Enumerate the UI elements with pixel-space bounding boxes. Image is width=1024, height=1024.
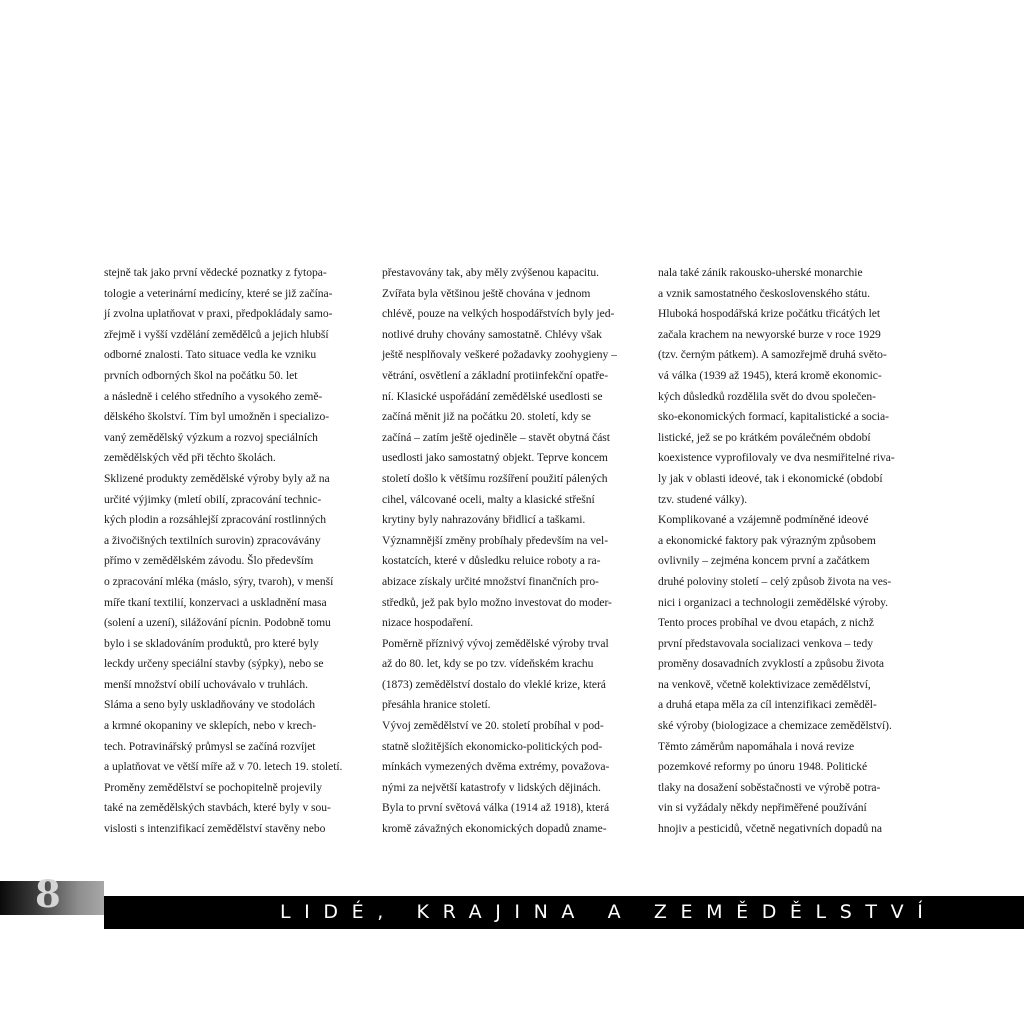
text-line: Byla to první světová válka (1914 až 1918), která	[382, 801, 610, 815]
text-line: a krmné okopaniny ve sklepích, nebo v krech-	[104, 719, 317, 733]
text-line: začala krachem na newyorské burze v roce 1929	[658, 327, 881, 341]
text-line: Významnější změny probíhaly především na vel-	[382, 533, 609, 547]
text-line: tologie a veterinární medicíny, které se již začína-	[104, 286, 333, 300]
text-line: Poměrně příznivý vývoj zemědělské výroby trval	[382, 636, 609, 650]
text-line: století došlo k většímu rozšíření použití pálených	[382, 471, 608, 485]
text-line: (solení a uzení), silážování pícnin. Podobně tomu	[104, 616, 331, 630]
text-line: až do 80. let, kdy se po tzv. vídeňském krachu	[382, 657, 594, 671]
text-line: koexistence vyprofilovaly ve dva nesmiřitelné riva-	[658, 451, 895, 465]
text-line: ní. Klasické uspořádání zemědělské usedlosti se	[382, 389, 603, 403]
text-line: Proměny zemědělství se pochopitelně projevily	[104, 780, 322, 794]
text-line: zřejmě i vyšší vzdělání zemědělců a jejich hlubší	[104, 327, 329, 341]
text-line: a ekonomické faktory pak výrazným způsobem	[658, 533, 876, 547]
text-line: jí zvolna uplatňovat v praxi, předpokládaly samo-	[104, 307, 333, 321]
text-line: nala také zánik rakousko-uherské monarchie	[658, 266, 863, 279]
text-line: kých důsledků rozdělila svět do dvou společen-	[658, 389, 876, 403]
text-line: tlaky na dosažení soběstačnosti ve výrobě potra-	[658, 780, 881, 794]
text-line: přestavovány tak, aby měly zvýšenou kapacitu.	[382, 266, 599, 279]
text-line: (1873) zemědělství dostalo do vleklé krize, která	[382, 677, 606, 691]
text-line: začíná – zatím ještě ojediněle – stavět obytná část	[382, 430, 610, 444]
text-line: nými za největší katastrofy v lidských dějinách.	[382, 780, 601, 794]
text-line: míře tkaní textilií, konzervaci a uskladnění masa	[104, 595, 327, 609]
text-line: a uplatňovat ve větší míře až v 70. letech 19. století.	[104, 760, 343, 774]
text-line: abizace získaly určité množství finančních pro-	[382, 574, 599, 588]
text-line: druhé poloviny století – celý způsob života na ves-	[658, 574, 892, 588]
text-line: první představovala socializaci venkova – tedy	[658, 636, 874, 650]
text-line: odborné znalosti. Tato situace vedla ke vzniku	[104, 348, 317, 362]
text-line: vaný zemědělský výzkum a rozvoj speciálních	[104, 430, 318, 444]
text-line: stejně tak jako první vědecké poznatky z fytopa-	[104, 266, 327, 279]
text-line: Sklizené produkty zemědělské výroby byly až na	[104, 471, 330, 485]
text-line: Tento proces probíhal ve dvou etapách, z nichž	[658, 616, 874, 630]
text-line: Hluboká hospodářská krize počátku třicátých let	[658, 307, 881, 321]
text-line: (tzv. černým pátkem). A samozřejmě druhá světo-	[658, 348, 887, 362]
text-line: a vznik samostatného československého státu.	[658, 286, 870, 300]
text-line: statně složitějších ekonomicko-politických pod-	[382, 739, 603, 753]
text-line: přímo v zemědělském závodu. Šlo především	[104, 554, 314, 568]
text-line: větrání, osvětlení a základní protiinfekční opatře-	[382, 368, 609, 382]
text-line: nici i organizaci a technologii zemědělské výroby.	[658, 595, 888, 609]
text-line: a následně i celého středního a vysokého země-	[104, 389, 323, 403]
text-line: mínkách vymezených dvěma extrémy, považova-	[382, 760, 610, 774]
text-line: na venkově, včetně kolektivizace zemědělství,	[658, 677, 871, 691]
text-line: tech. Potravinářský průmysl se začíná rozvíjet	[104, 739, 316, 753]
text-line: Komplikované a vzájemně podmíněné ideové	[658, 513, 869, 527]
text-line: Těmto záměrům napomáhala i nová revize	[658, 739, 855, 753]
text-line: a druhá etapa měla za cíl intenzifikaci zeměděl-	[658, 698, 877, 712]
text-line: Zvířata byla většinou ještě chována v jednom	[382, 286, 591, 300]
text-line: proměny dosavadních zvyklostí a způsobu života	[658, 657, 884, 671]
text-line: menší množství obilí uchovávalo v truhlách.	[104, 677, 308, 691]
text-line: určité výjimky (mletí obilí, zpracování technic-	[104, 492, 322, 506]
running-footer-title: LIDÉ, KRAJINA A ZEMĚDĚLSTVÍ	[280, 901, 937, 923]
text-line: přesáhla hranice století.	[382, 698, 491, 712]
page-number: 8	[35, 872, 61, 916]
text-line: kostatcích, které v důsledku reluice roboty a ra-	[382, 554, 601, 568]
text-line: ještě nesplňovaly veškeré požadavky zoohygieny –	[382, 348, 617, 362]
text-line: středků, jež pak bylo možno investovat do moder-	[382, 595, 612, 609]
text-line: nizace hospodaření.	[382, 616, 474, 630]
text-line: Sláma a seno byly uskladňovány ve stodolách	[104, 698, 316, 712]
text-line: hnojiv a pesticidů, včetně negativních dopadů na	[658, 822, 882, 836]
text-line: vin si vyžádaly někdy nepřiměřené používání	[658, 801, 867, 815]
text-line: kromě závažných ekonomických dopadů zname-	[382, 822, 607, 836]
text-line: usedlosti jako samostatný objekt. Teprve koncem	[382, 451, 608, 465]
text-line: prvních odborných škol na počátku 50. let	[104, 368, 298, 382]
text-column-3	[658, 263, 920, 840]
text-line: dělského školství. Tím byl umožněn i specializo-	[104, 410, 330, 424]
text-line: vá válka (1939 až 1945), která kromě ekonomic-	[658, 368, 882, 382]
text-line: chlévě, pouze na velkých hospodářstvích byly jed-	[382, 307, 615, 321]
text-line: ské výroby (biologizace a chemizace zemědělství).	[658, 719, 892, 733]
text-line: ovlivnily – zejména koncem první a začátkem	[658, 554, 870, 568]
text-line: leckdy určeny speciální stavby (sýpky), nebo se	[104, 657, 324, 671]
text-line: vislosti s intenzifikací zemědělství stavěny nebo	[104, 822, 326, 836]
text-line: krytiny byly nahrazovány břidlicí a taškami.	[382, 513, 586, 527]
text-line: pozemkové reformy po únoru 1948. Politické	[658, 760, 868, 774]
text-line: cihel, válcované oceli, malty a klasické střešní	[382, 492, 595, 506]
text-line: listické, jež se po krátkém poválečném období	[658, 430, 871, 444]
text-line: také na zemědělských stavbách, které byly v sou-	[104, 801, 331, 815]
text-line: tzv. studené války).	[658, 492, 748, 506]
text-line: notlivé druhy chovány samostatně. Chlévy však	[382, 327, 602, 341]
text-line: začíná měnit již na počátku 20. století, kdy se	[382, 410, 591, 424]
text-line: bylo i se skladováním produktů, pro které byly	[104, 636, 319, 650]
text-line: Vývoj zemědělství ve 20. století probíhal v pod-	[382, 719, 604, 733]
text-column-2	[382, 263, 644, 840]
text-column-1	[104, 263, 366, 840]
text-line: sko-ekonomických formací, kapitalistické a socia-	[658, 410, 889, 424]
text-line: o zpracování mléka (máslo, sýry, tvaroh), v menší	[104, 574, 334, 588]
text-line: zemědělských věd při těchto školách.	[104, 451, 276, 465]
text-line: kých plodin a rozsáhlejší zpracování rostlinných	[104, 513, 327, 527]
text-line: a živočišných textilních surovin) zpracovávány	[104, 533, 321, 547]
text-line: ly jak v oblasti ideové, tak i ekonomické (období	[658, 471, 883, 485]
